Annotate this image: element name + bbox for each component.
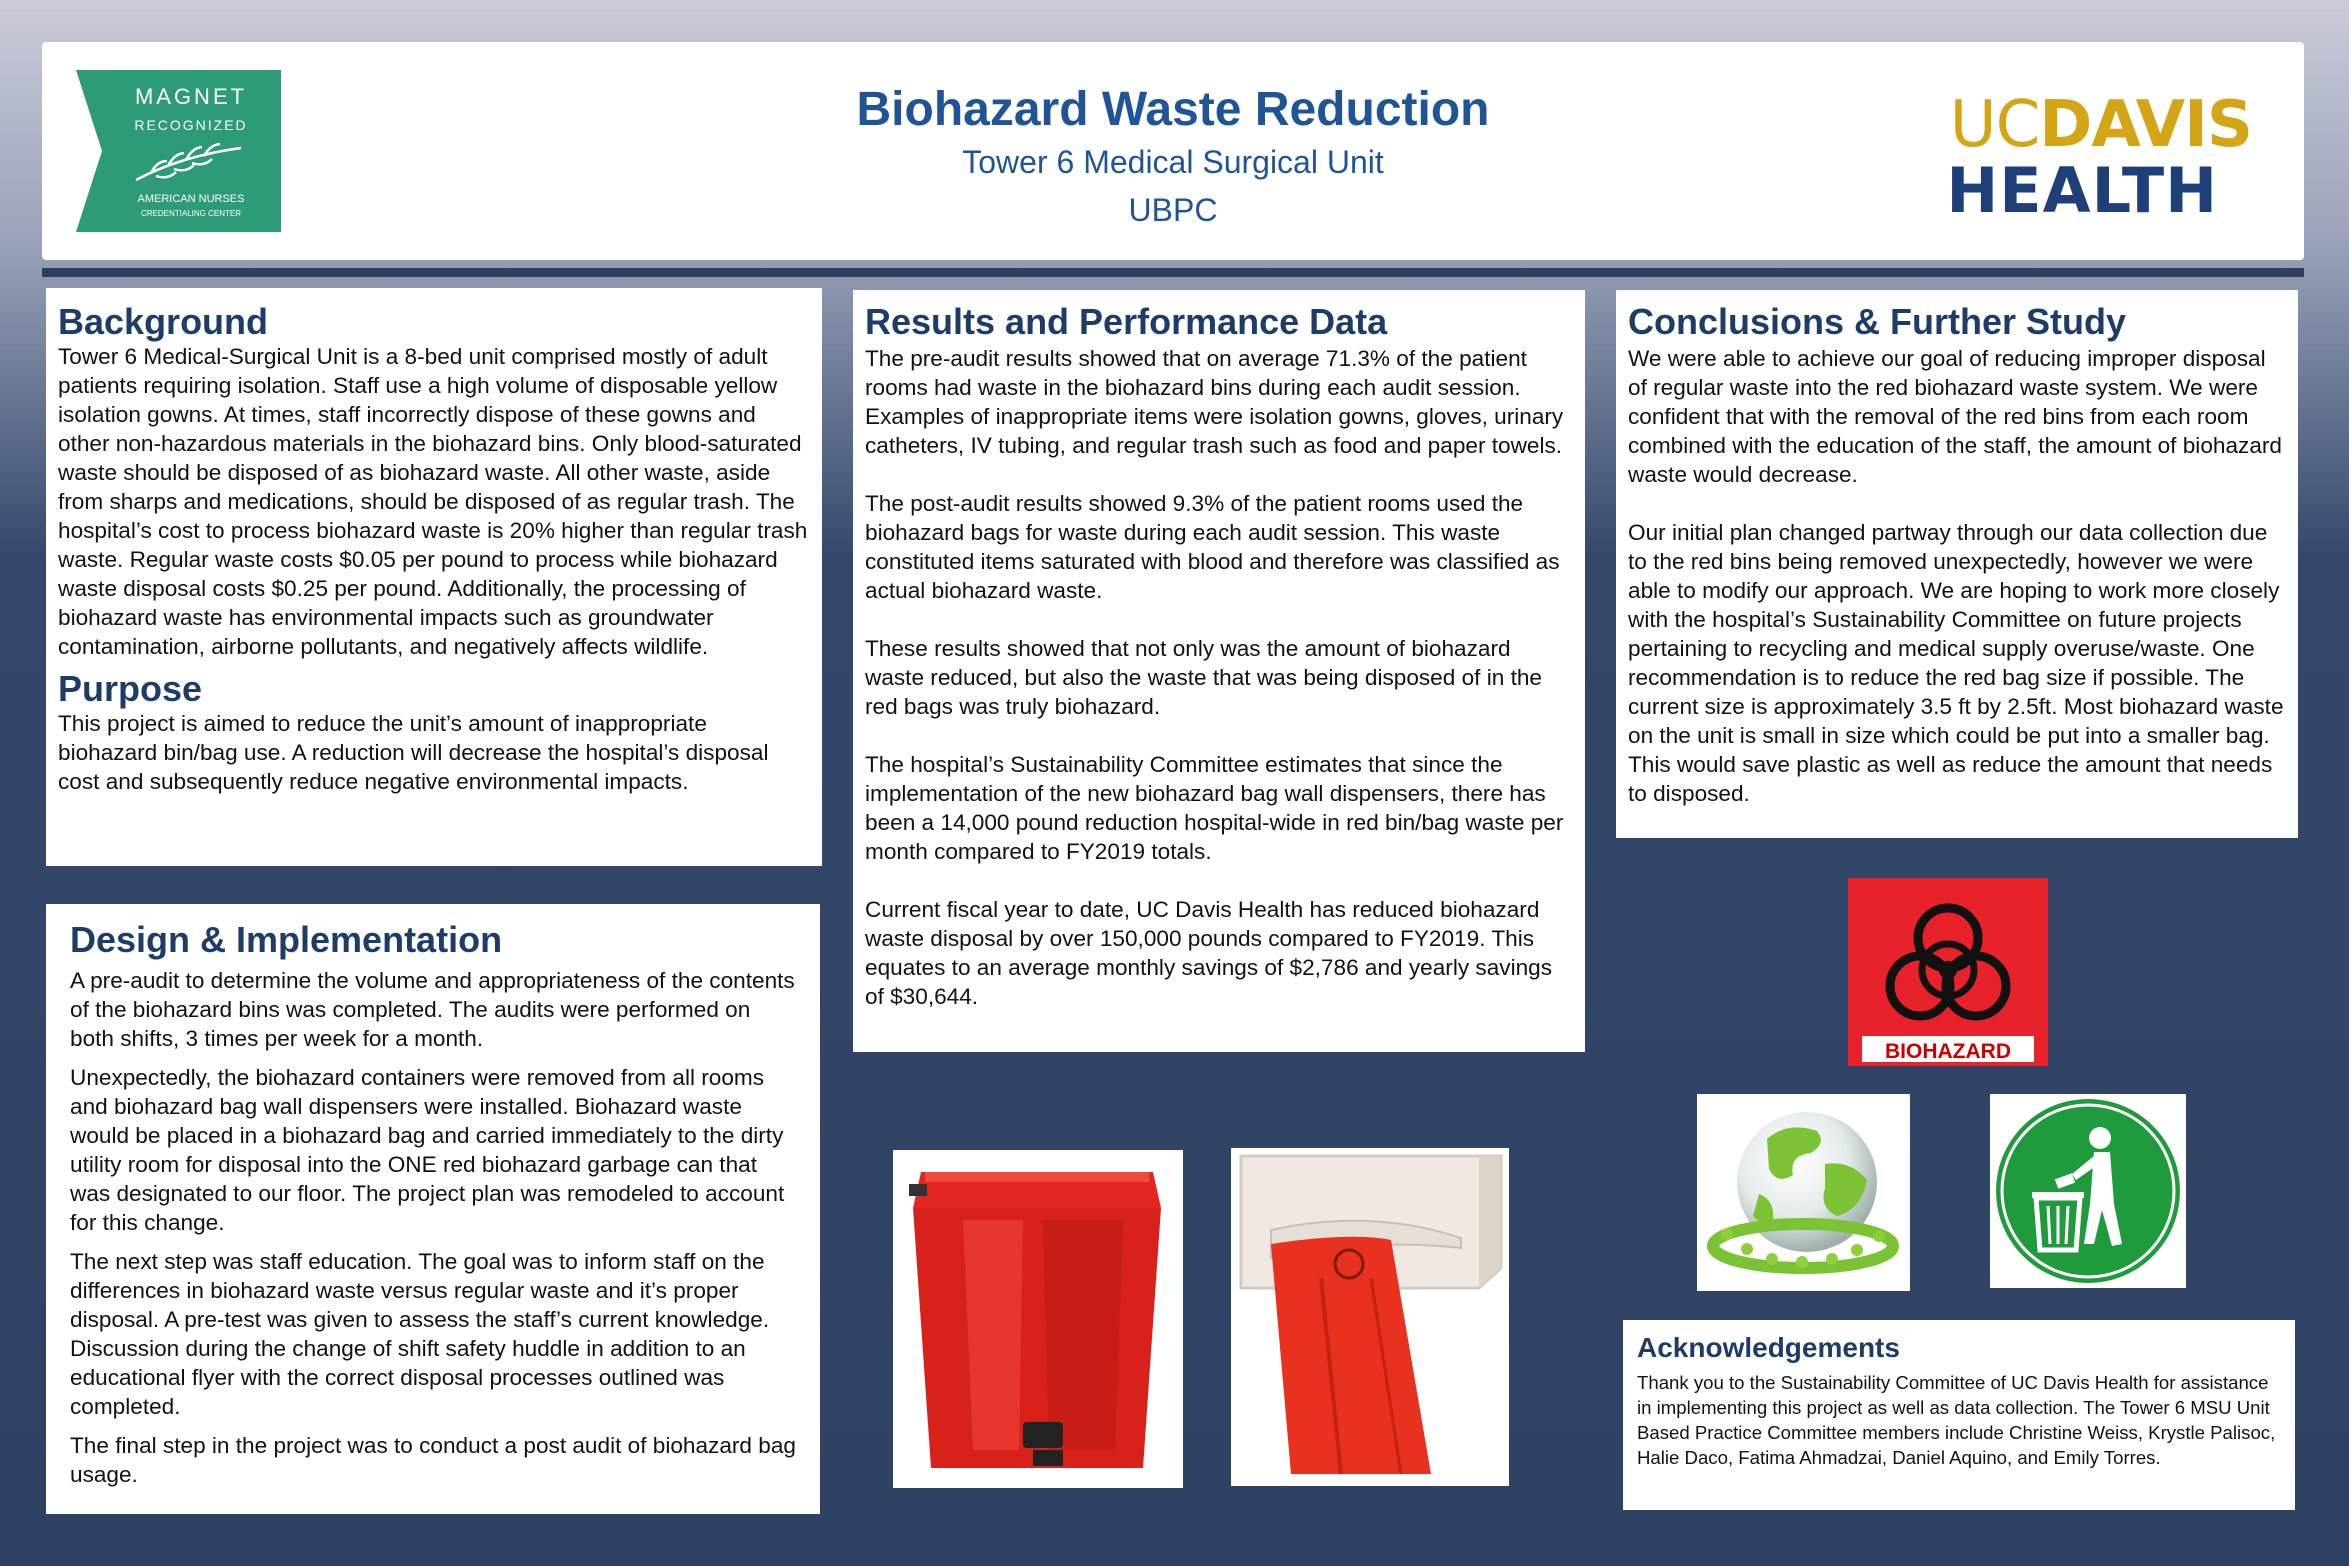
acknowledgements-text: Thank you to the Sustainability Committee of UC Davis Health for assistance in implementing this project as well as data collection. The Tower 6 MSU Unit Based Practice Committee members include Christine Weiss, Krystle Palisoc, Halie Daco, Fatima Ahmadzai, Daniel Aquino, and Emily Torres. <box>1637 1372 2276 1468</box>
acknowledgements-heading: Acknowledgements <box>1637 1332 1900 1363</box>
purpose-text: This project is aimed to reduce the unit’s amount of inappropriate biohazard bin/bag use. A reduction will decrease the hospital’s disposal cost and subsequently reduce negative environmental impacts. <box>58 711 769 794</box>
conclusions-panel <box>1616 290 2298 838</box>
design-paragraph: The final step in the project was to conduct a post audit of biohazard bag usage. <box>70 1433 796 1487</box>
magnet-line2: RECOGNIZED <box>134 117 248 133</box>
results-heading: Results and Performance Data <box>865 301 1388 342</box>
results-paragraph: The post-audit results showed 9.3% of the patient rooms used the biohazard bags for waste during each audit session. This waste constituted items saturated with blood and therefore was classified as actual biohazard waste. <box>865 491 1560 603</box>
purpose-heading: Purpose <box>58 668 203 709</box>
acknowledgements-panel <box>1623 1320 2295 1510</box>
uc-davis-logo-health: HEALTH <box>1946 154 2218 227</box>
poster-header <box>42 42 2304 260</box>
design-paragraph: A pre-audit to determine the volume and appropriateness of the contents of the biohazard bins was completed. The audits were performed on both shifts, 3 times per week for a month. <box>70 968 795 1051</box>
logo-davis: DAVIS <box>2039 88 2252 162</box>
bag-dispenser-icon <box>1231 1148 1509 1486</box>
poster-title: Biohazard Waste Reduction <box>856 83 1490 136</box>
red-trash-can-icon <box>893 1150 1183 1488</box>
conclusions-paragraph: Our initial plan changed partway through our data collection due to the red bins being removed unexpectedly, however we were able to modify our approach. We are hoping to work more closely with the hospital’s Sustainability Committee on future projects pertaining to recycling and medical supply overuse/waste. One recommendation is to reduce the red bag size if possible. The current size is approximately 3.5 ft by 2.5ft. Most biohazard waste on the unit is small in size which could be put into a smaller bag. This would save plastic as well as reduce the amount that needs to disposed. <box>1628 520 2284 806</box>
tidyman-icon <box>1990 1094 2186 1288</box>
magnet-line3: AMERICAN NURSES <box>137 193 245 205</box>
poster-subtitle: Tower 6 Medical Surgical Unit <box>962 144 1384 180</box>
biohazard-bag-dispenser-photo <box>1231 1148 1509 1486</box>
biohazard-sign-label: BIOHAZARD <box>1885 1040 2011 1063</box>
conclusions-heading: Conclusions & Further Study <box>1628 301 2127 342</box>
results-paragraph: The pre-audit results showed that on average 71.3% of the patient rooms had waste in the biohazard bins during each audit session. Examples of inappropriate items were isolation gowns, gloves, urinary catheters, IV tubing, and regular trash such as food and paper towels. <box>865 346 1564 458</box>
design-heading: Design & Implementation <box>70 919 503 960</box>
magnet-line4: CREDENTIALING CENTER <box>140 209 242 218</box>
dispose-trash-sign-image <box>1990 1094 2186 1288</box>
design-panel <box>46 904 820 1514</box>
biohazard-symbol-icon <box>1848 878 2048 1066</box>
magnet-line1: MAGNET <box>134 84 248 109</box>
results-paragraph: The hospital’s Sustainability Committee estimates that since the implementation of the new biohazard bag wall dispensers, there has been a 14,000 pound reduction hospital-wide in red bin/bag waste per month compared to FY2019 totals. <box>865 752 1564 864</box>
results-paragraph: Current fiscal year to date, UC Davis Health has reduced biohazard waste disposal by over 150,000 pounds compared to FY2019. This equates to an average monthly savings of $2,786 and yearly savings of $30,644. <box>865 897 1553 1009</box>
uc-davis-logo-top <box>1950 88 2252 162</box>
results-paragraph: These results showed that not only was the amount of biohazard waste reduced, but also the waste that was being disposed of in the red bags was truly biohazard. <box>865 636 1542 719</box>
design-paragraph: Unexpectedly, the biohazard containers were removed from all rooms and biohazard bag wall dispensers were installed. Biohazard waste would be placed in a biohazard bag and carried immediately to the dirty utility room for disposal into the ONE red biohazard garbage can that was designated to our floor. The project plan was remodeled to account for this change. <box>70 1065 785 1235</box>
red-biohazard-can-photo <box>893 1150 1183 1488</box>
logo-uc: UC <box>1949 88 2040 162</box>
conclusions-paragraph: We were able to achieve our goal of reducing improper disposal of regular waste into the red biohazard waste system. We were confident that with the removal of the red bins from each room combined with the education of the staff, the amount of biohazard waste would decrease. <box>1628 346 2282 487</box>
background-panel <box>46 288 822 866</box>
background-text: Tower 6 Medical-Surgical Unit is a 8-bed unit comprised mostly of adult patients requiring isolation. Staff use a high volume of disposable yellow isolation gowns. At times, staff incorrectly dispose of these gowns and other non-hazardous materials in the biohazard bins. Only blood-saturated waste should be disposed of as biohazard waste. All other waste, aside from sharps and medications, should be disposed of as regular trash. The hospital’s cost to process biohazard waste is 20% higher than regular trash waste. Regular waste costs $0.05 per pound to process while biohazard waste disposal costs $0.25 per pound. Additionally, the processing of biohazard waste has environmental impacts such as groundwater contamination, airborne pollutants, and negatively affects wildlife. <box>58 344 808 659</box>
design-paragraph: The next step was staff education. The goal was to inform staff on the differences in biohazard waste versus regular waste and it’s proper disposal. A pre-test was given to assess the staff’s current knowledge. Discussion during the change of shift safety huddle in addition to an educational flyer with the correct disposal processes outlined was completed. <box>70 1249 770 1419</box>
poster-subtitle-ubpc: UBPC <box>1128 192 1218 228</box>
biohazard-sign-image <box>1848 878 2048 1066</box>
results-panel <box>853 290 1585 1052</box>
background-heading: Background <box>58 301 269 342</box>
header-divider <box>42 268 2304 277</box>
globe-people-icon <box>1697 1094 1910 1291</box>
green-globe-image <box>1697 1094 1910 1291</box>
